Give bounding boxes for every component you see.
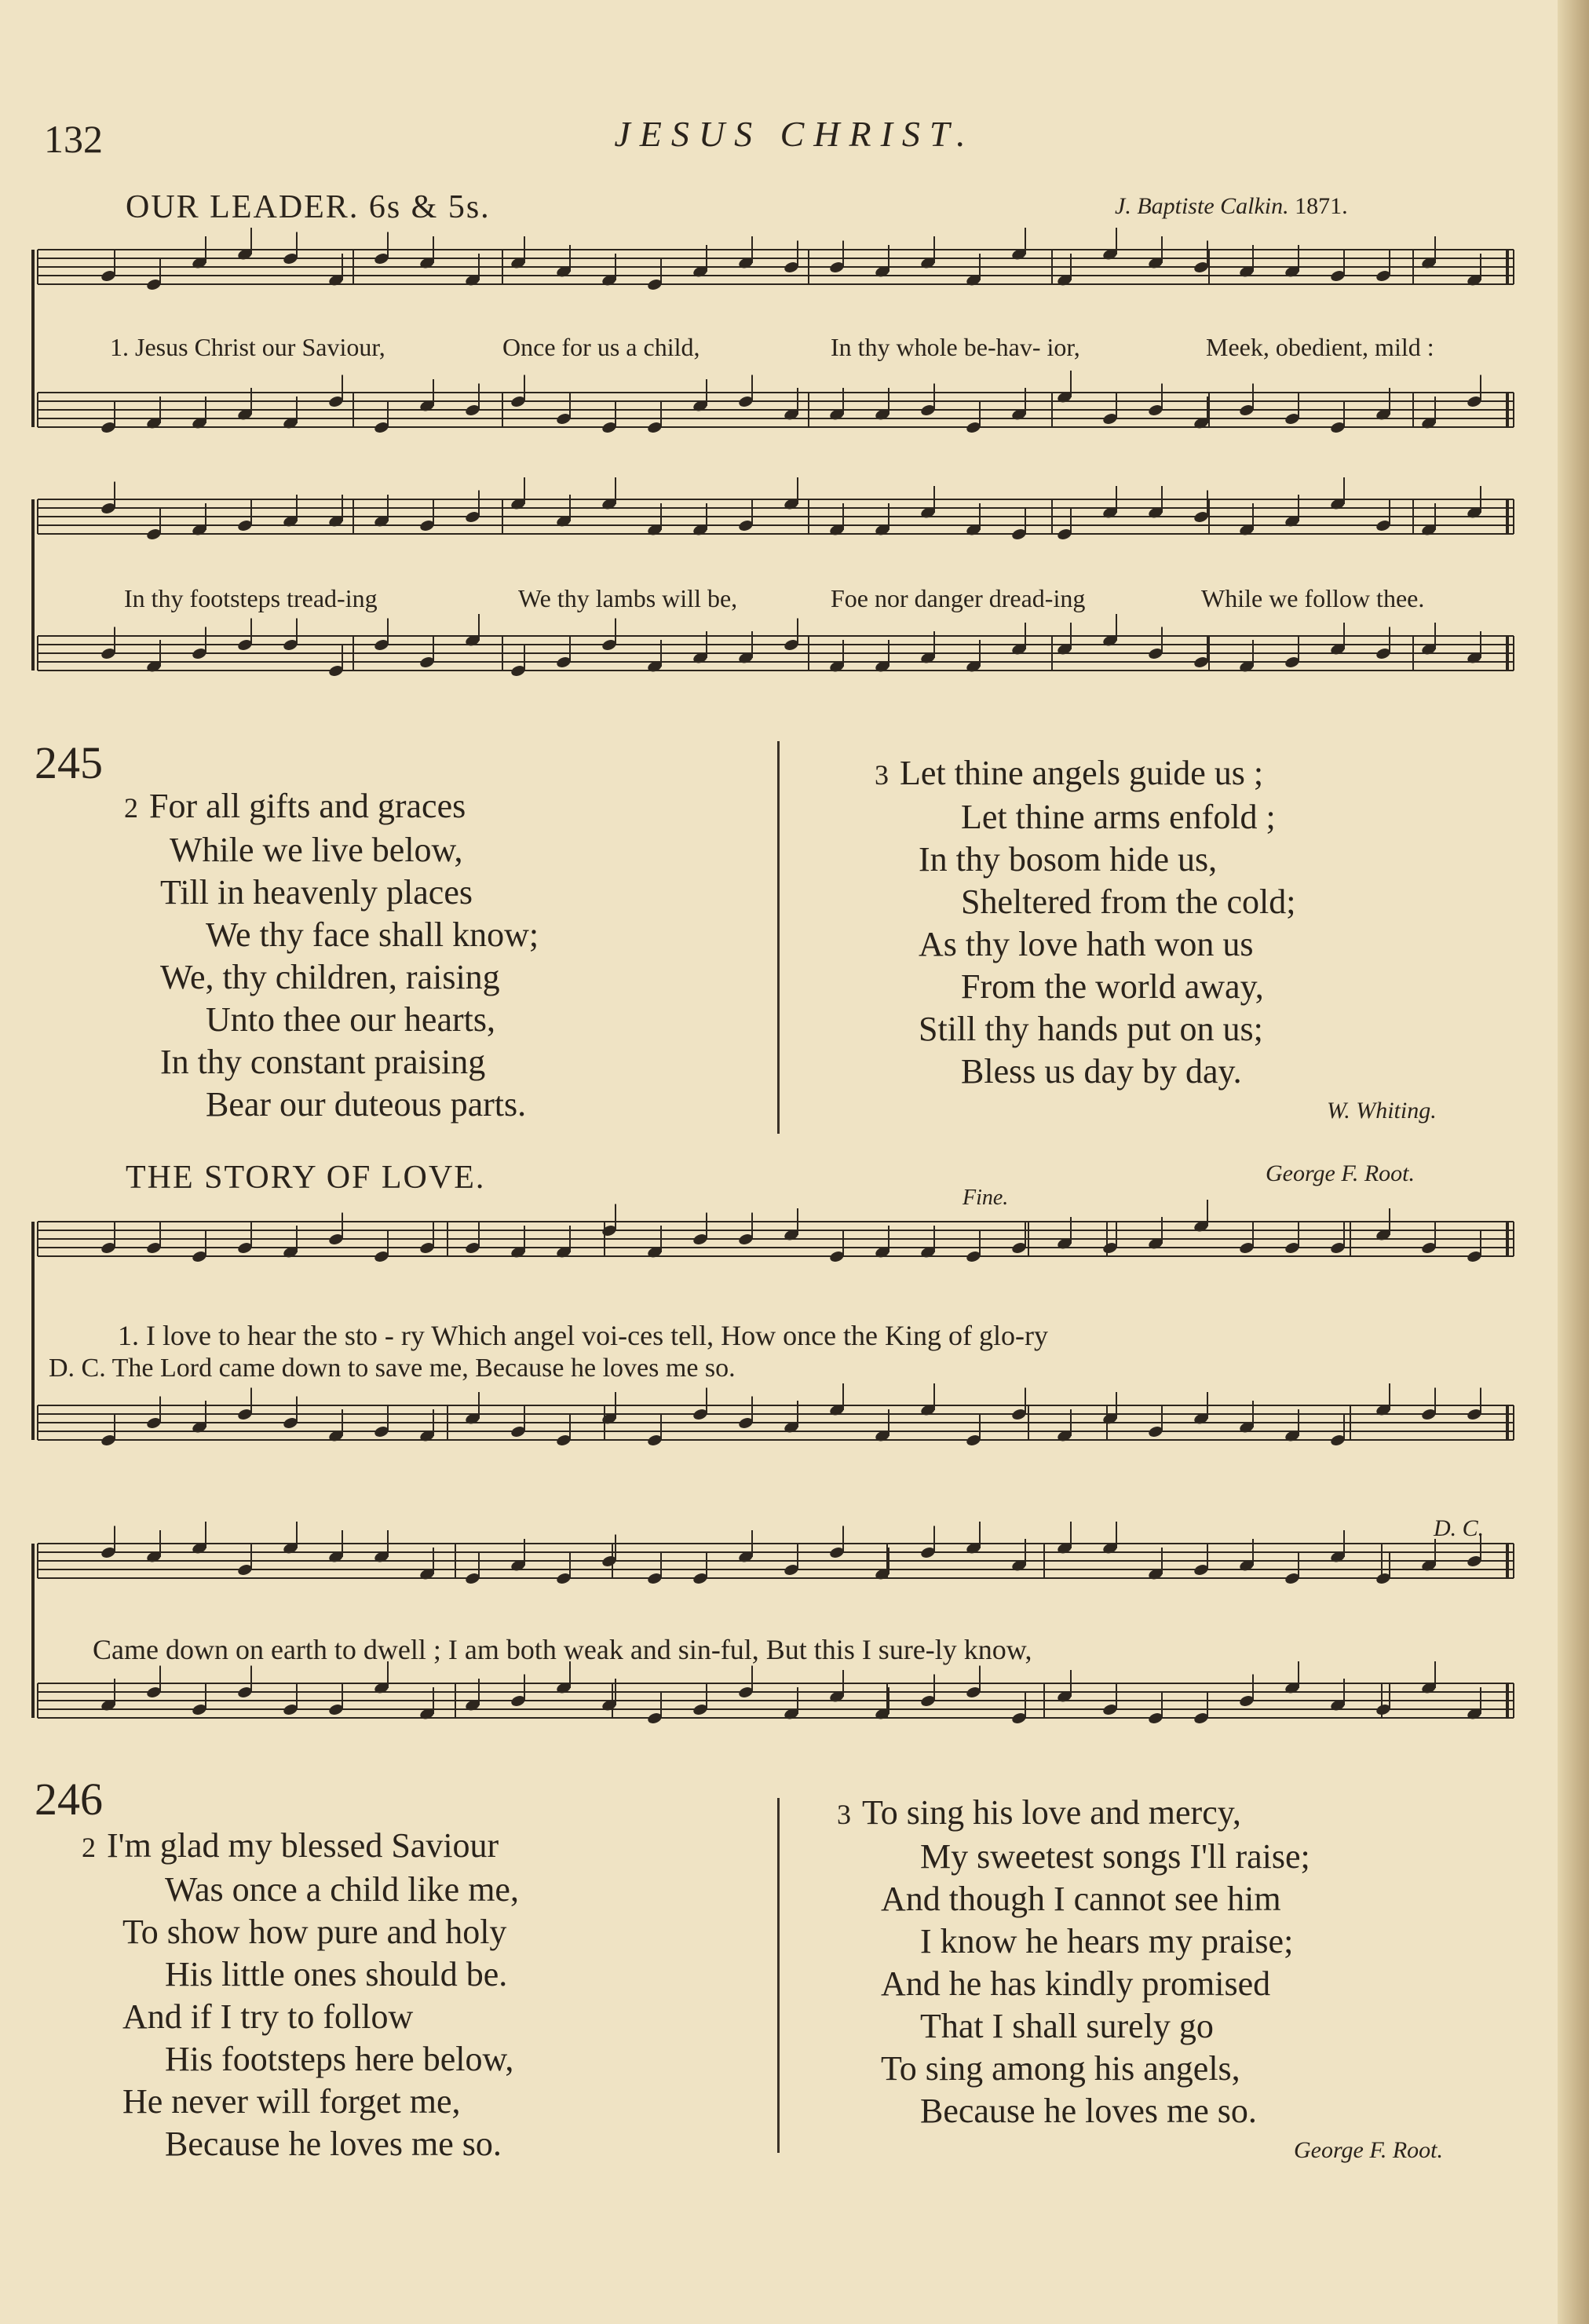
verse-line: From the world away, [961,967,1264,1006]
verse-line: Let thine arms enfold ; [961,798,1276,836]
verse-line: That I shall surely go [920,2007,1214,2045]
verse-line: I'm glad my blessed Saviour [107,1826,499,1865]
tune1-lyric-1d: Meek, obedient, mild : [1206,333,1434,361]
hymn-number-245: 245 [35,737,103,788]
verse-line: Bear our duteous parts. [206,1085,527,1124]
hymn246-stanza-2 [82,1825,519,2165]
verse-line: While we live below, [170,831,463,869]
composer-year: 1871. [1295,193,1348,219]
stanza-number: 2 [124,792,138,824]
stanza-number: 2 [82,1832,96,1863]
tune-title-our-leader: OUR LEADER. 6s & 5s. [126,189,491,225]
running-head: JESUS CHRIST. [614,114,975,154]
page-number: 132 [44,117,103,161]
verse-line: Was once a child like me, [165,1870,519,1909]
column-divider [777,1798,780,2153]
tune-composer-root: George F. Root. [1266,1160,1415,1186]
verse-line: Sheltered from the cold; [961,882,1296,921]
verse-line: We, thy children, raising [160,958,500,996]
verse-line: Still thy hands put on us; [919,1010,1263,1048]
verse-line: Bless us day by day. [961,1052,1242,1091]
verse-line: Because he loves me so. [165,2125,502,2163]
verse-line: My sweetest songs I'll raise; [920,1837,1310,1876]
author-whiting: W. Whiting. [1327,1098,1437,1124]
tune1-lyric-1c: In thy whole be-hav- ior, [831,333,1080,361]
stanza-number: 3 [875,759,889,791]
column-divider [777,741,780,1134]
tune1-lyric-2a: In thy footsteps tread-ing [124,584,378,612]
hymn245-stanza-3 [875,752,1295,1093]
verse-line: Let thine angels guide us ; [900,754,1264,792]
stanza-number: 3 [837,1799,851,1830]
verse-line: His footsteps here below, [165,2040,514,2078]
tune1-lyric-1b: Once for us a child, [502,333,700,361]
verse-line: We thy face shall know; [206,915,539,954]
verse-line: And if I try to follow [122,1997,414,2036]
verse-line: Till in heavenly places [160,873,473,912]
tune1-lyric-2d: While we follow thee. [1201,584,1425,612]
tune-title-story-of-love: THE STORY OF LOVE. [126,1160,486,1196]
tune1-lyric-1a: 1. Jesus Christ our Saviour, [110,333,385,361]
verse-line: To sing among his angels, [881,2049,1240,2088]
verse-line: In thy constant praising [160,1043,486,1081]
verse-line: His little ones should be. [165,1955,508,1993]
verse-line: And though I cannot see him [881,1880,1281,1918]
tune1-lyric-2b: We thy lambs will be, [518,584,738,612]
verse-line: Unto thee our hearts, [206,1000,495,1039]
tune1-lyric-2c: Foe nor danger dread-ing [831,584,1086,612]
verse-line: To sing his love and mercy, [862,1793,1241,1832]
fine-marking: Fine. [963,1186,1009,1210]
tune2-lyric-line2: Came down on earth to dwell ; I am both weak and sin-ful, But this I sure-ly know, [93,1634,1032,1665]
tune2-lyric-line1: 1. I love to hear the sto - ry Which angel voi-ces tell, How once the King of glo-ry [118,1320,1048,1351]
hymn245-stanza-2 [124,785,539,1126]
dc-marking: D. C. [1434,1515,1485,1541]
verse-line: As thy love hath won us [919,925,1254,963]
verse-line: For all gifts and graces [149,787,466,825]
hymn-number-246: 246 [35,1774,103,1825]
verse-line: I know he hears my praise; [920,1922,1294,1960]
author-root: George F. Root. [1294,2137,1443,2163]
verse-line: Because he loves me so. [920,2092,1257,2130]
hymn246-stanza-3 [837,1792,1310,2132]
verse-line: To show how pure and holy [122,1913,507,1951]
verse-line: In thy bosom hide us, [919,840,1218,879]
verse-line: And he has kindly promised [881,1964,1271,2003]
verse-line: He never will forget me, [122,2082,461,2121]
tune2-lyric-dc: D. C. The Lord came down to save me, Because he loves me so. [49,1354,736,1383]
composer-name: J. Baptiste Calkin. [1115,193,1289,219]
